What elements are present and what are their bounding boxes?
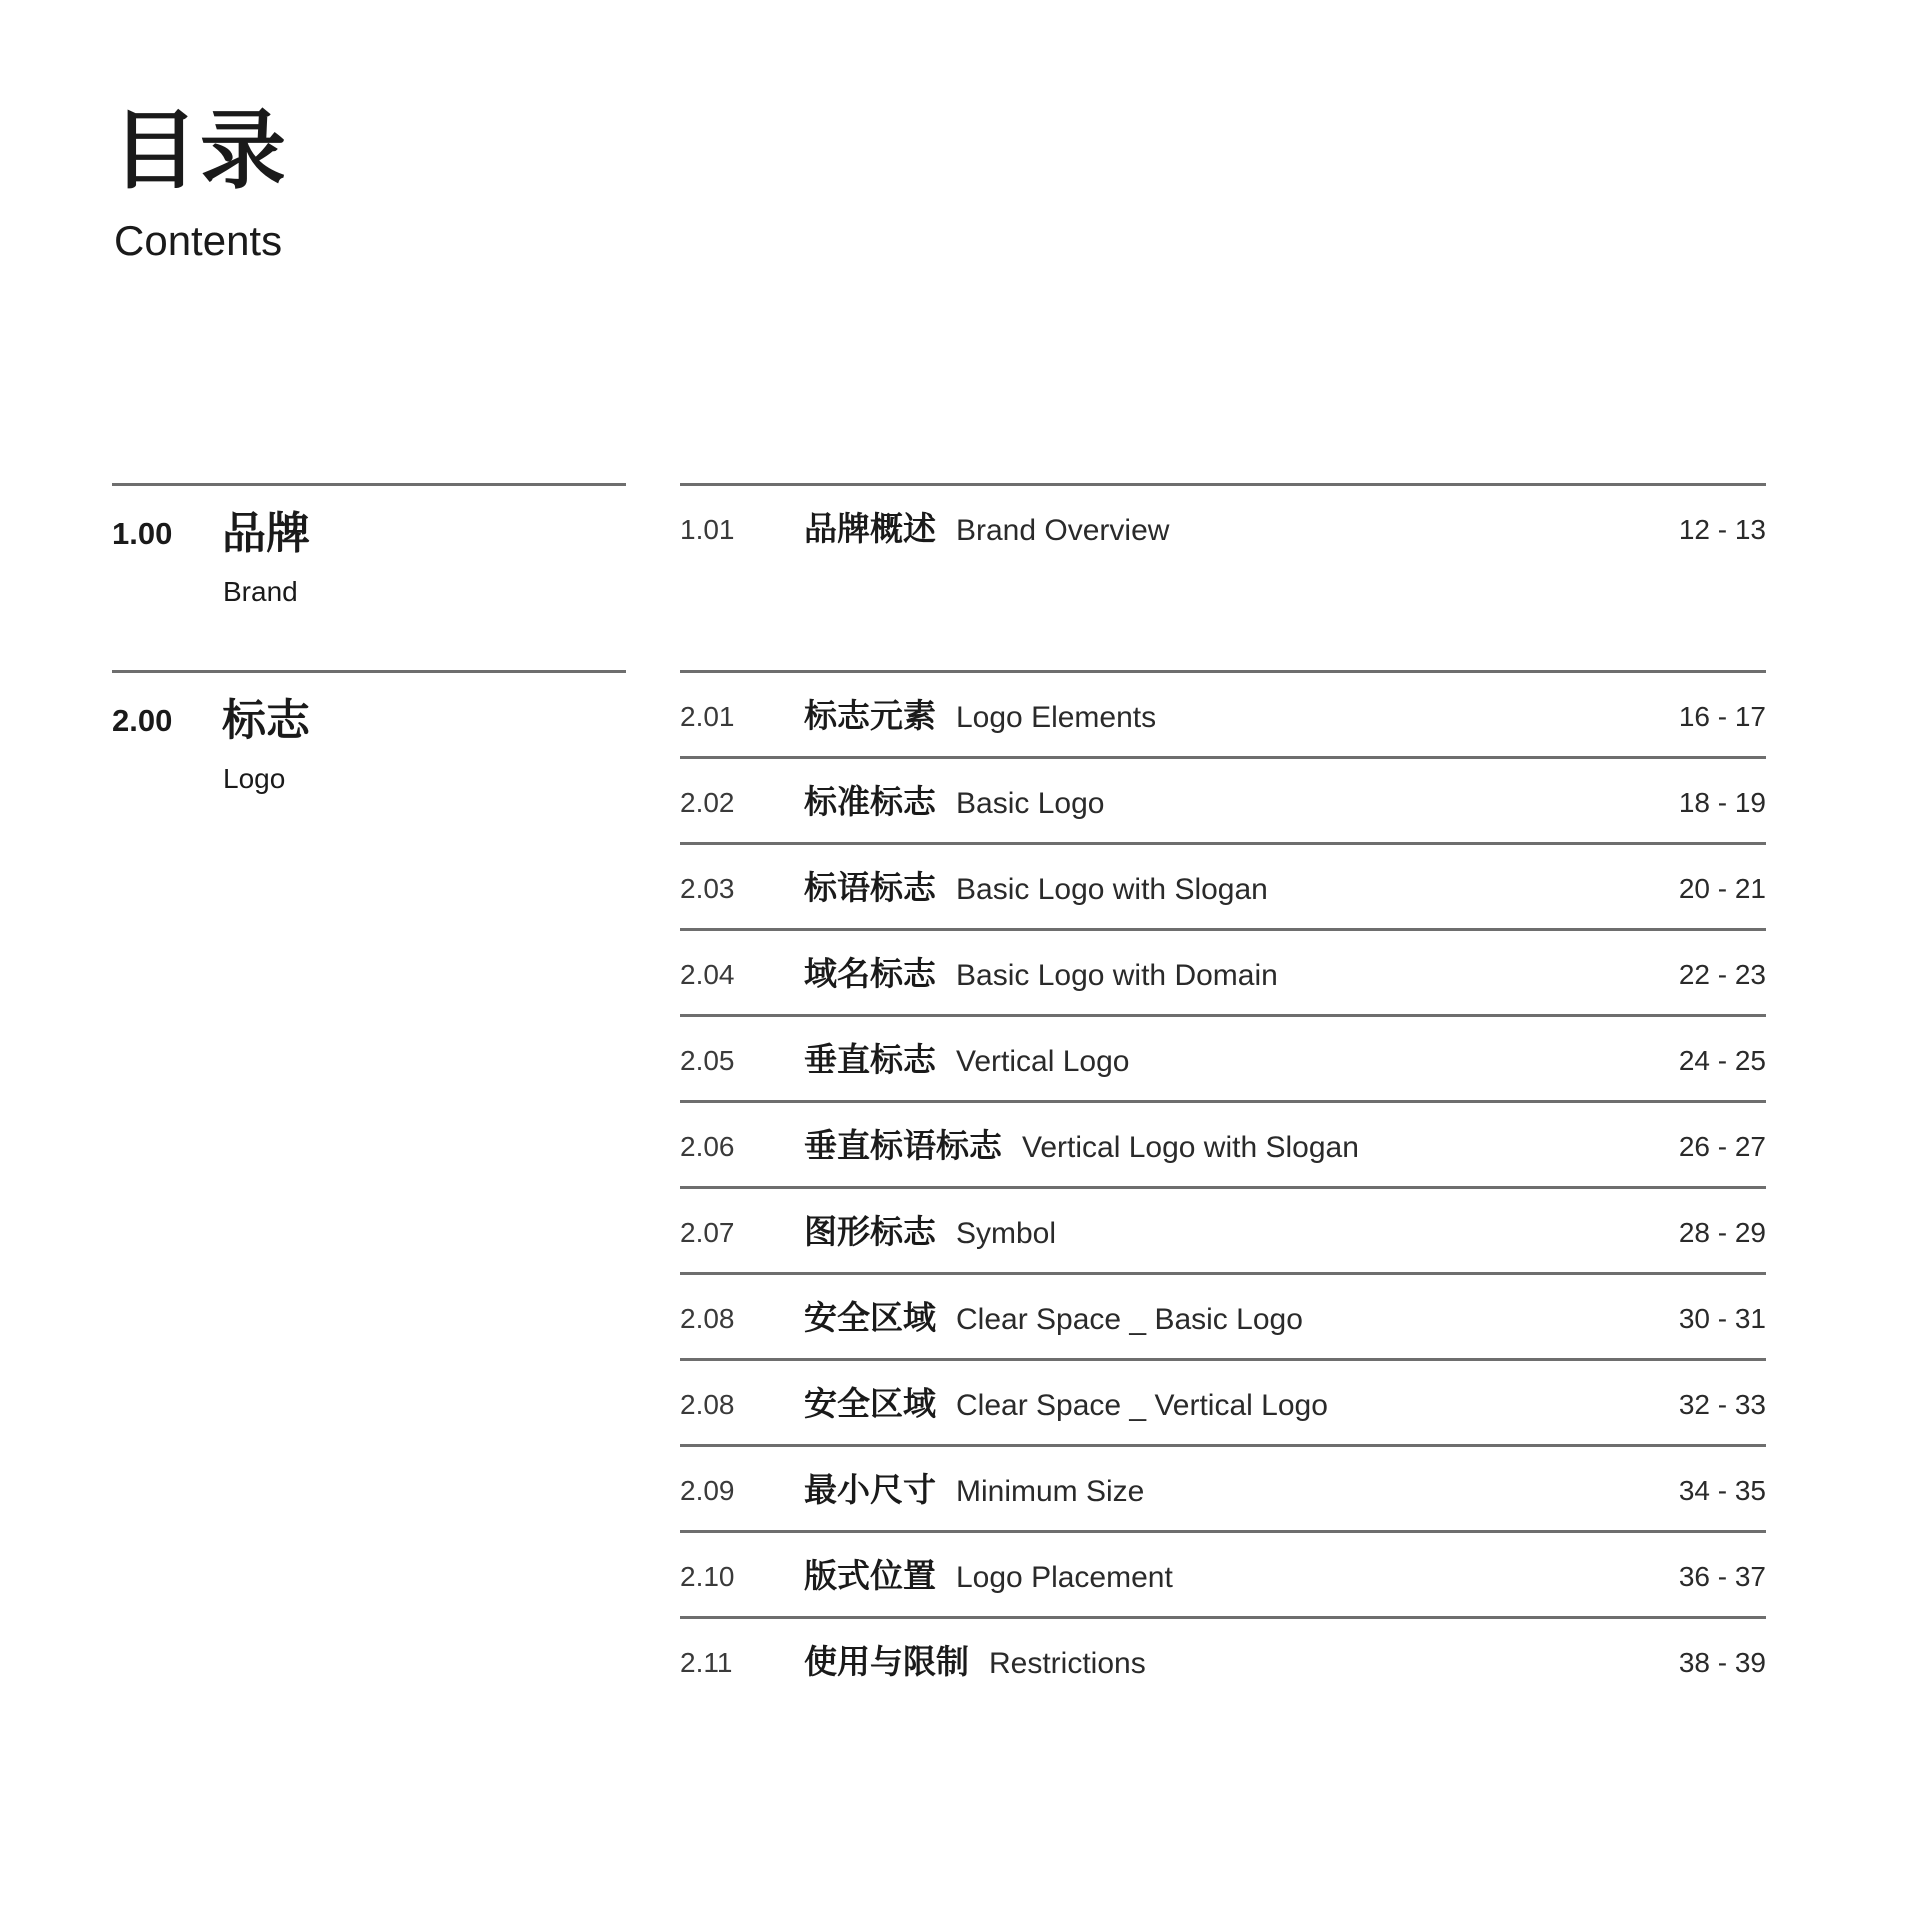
section-brand [112, 483, 626, 671]
entry-title-en: Logo Elements [956, 701, 1157, 734]
entry-title [804, 1298, 1303, 1337]
entry-title [804, 1212, 1057, 1251]
entry-title-cn: 垂直标志 [804, 1040, 936, 1079]
entry-pages: 30 - 31 [1678, 1303, 1766, 1334]
entry-pages: 24 - 25 [1678, 1045, 1766, 1076]
entry-number: 2.11 [680, 1647, 733, 1678]
entry-title-cn: 标语标志 [804, 868, 936, 907]
entry-title-cn: 标志元素 [804, 696, 936, 735]
entry-title-en: Restrictions [989, 1647, 1146, 1680]
entry-number: 2.07 [680, 1217, 735, 1248]
section-number: 1.00 [112, 516, 173, 551]
entry-title-cn: 最小尺寸 [804, 1470, 936, 1509]
entry-title-cn: 安全区域 [804, 1298, 936, 1337]
toc-entry[interactable] [680, 1616, 1766, 1703]
toc-entry[interactable] [680, 1530, 1766, 1617]
entry-pages: 18 - 19 [1678, 787, 1766, 818]
entry-title [804, 782, 1105, 821]
entry-title [804, 954, 1278, 993]
entry-pages: 36 - 37 [1678, 1561, 1766, 1592]
entry-pages: 28 - 29 [1678, 1217, 1766, 1248]
entry-number: 2.09 [680, 1475, 735, 1506]
entry-title [804, 1040, 1130, 1079]
entry-title [804, 696, 1157, 735]
entry-number: 1.01 [680, 514, 735, 545]
section-title-en: Logo [223, 763, 286, 794]
entry-title-en: Vertical Logo [956, 1045, 1130, 1078]
entry-title-en: Logo Placement [956, 1561, 1173, 1594]
section-title-cn: 标志 [222, 695, 310, 746]
entry-title [804, 1126, 1359, 1165]
entry-title-en: Vertical Logo with Slogan [1022, 1131, 1359, 1164]
entry-title-en: Symbol [956, 1217, 1057, 1250]
toc-entry[interactable] [680, 1272, 1766, 1359]
toc-entry[interactable] [680, 1186, 1766, 1273]
toc-entry[interactable] [680, 928, 1766, 1015]
entry-title-en: Basic Logo with Domain [956, 959, 1278, 992]
entry-number: 2.04 [680, 959, 735, 990]
section-title-cn: 品牌 [222, 508, 310, 559]
entry-pages: 34 - 35 [1678, 1475, 1766, 1506]
entry-title-en: Clear Space _ Basic Logo [956, 1303, 1303, 1336]
entry-number: 2.01 [680, 701, 735, 732]
entry-number: 2.05 [680, 1045, 735, 1076]
entry-pages: 22 - 23 [1678, 959, 1766, 990]
page-title-cn: 目录 [112, 101, 288, 201]
section-number: 2.00 [112, 703, 173, 738]
entry-title-en: Minimum Size [956, 1475, 1145, 1508]
entry-title-cn: 域名标志 [804, 954, 936, 993]
toc-entry[interactable] [680, 1444, 1766, 1531]
entry-pages: 26 - 27 [1678, 1131, 1766, 1162]
entry-number: 2.10 [680, 1561, 735, 1592]
toc-entry[interactable] [680, 842, 1766, 929]
entry-title-cn: 图形标志 [804, 1212, 936, 1251]
toc-entry[interactable] [680, 670, 1766, 757]
entry-title-cn: 标准标志 [804, 782, 936, 821]
entry-number: 2.08 [680, 1303, 735, 1334]
entry-title-cn: 品牌概述 [804, 509, 936, 548]
entry-title-cn: 垂直标语标志 [804, 1126, 1002, 1165]
entry-title [804, 1470, 1145, 1509]
entry-title [804, 1642, 1146, 1681]
entry-number: 2.08 [680, 1389, 735, 1420]
entry-title [804, 868, 1268, 907]
entry-title-en: Basic Logo [956, 787, 1105, 820]
entry-title [804, 1556, 1173, 1595]
entry-title-cn: 版式位置 [804, 1556, 936, 1595]
entry-pages: 12 - 13 [1678, 514, 1766, 545]
entry-pages: 38 - 39 [1678, 1647, 1766, 1678]
entry-title [804, 1384, 1328, 1423]
entry-title-cn: 安全区域 [804, 1384, 936, 1423]
section-title-en: Brand [223, 576, 298, 607]
entry-number: 2.03 [680, 873, 735, 904]
entry-title-en: Brand Overview [956, 514, 1170, 547]
entry-title-en: Clear Space _ Vertical Logo [956, 1389, 1328, 1422]
entry-title-cn: 使用与限制 [804, 1642, 969, 1681]
toc-entry[interactable] [680, 1100, 1766, 1187]
entry-title [804, 509, 1170, 548]
page-title-en: Contents [114, 217, 283, 264]
entry-pages: 32 - 33 [1678, 1389, 1766, 1420]
entry-pages: 20 - 21 [1678, 873, 1766, 904]
entry-title-en: Basic Logo with Slogan [956, 873, 1268, 906]
entry-pages: 16 - 17 [1678, 701, 1766, 732]
entry-number: 2.02 [680, 787, 735, 818]
entry-number: 2.06 [680, 1131, 735, 1162]
toc-entry[interactable] [680, 756, 1766, 843]
toc-entry[interactable] [680, 483, 1766, 570]
section-logo [112, 670, 626, 873]
toc-entry[interactable] [680, 1358, 1766, 1445]
toc-entry[interactable] [680, 1014, 1766, 1101]
